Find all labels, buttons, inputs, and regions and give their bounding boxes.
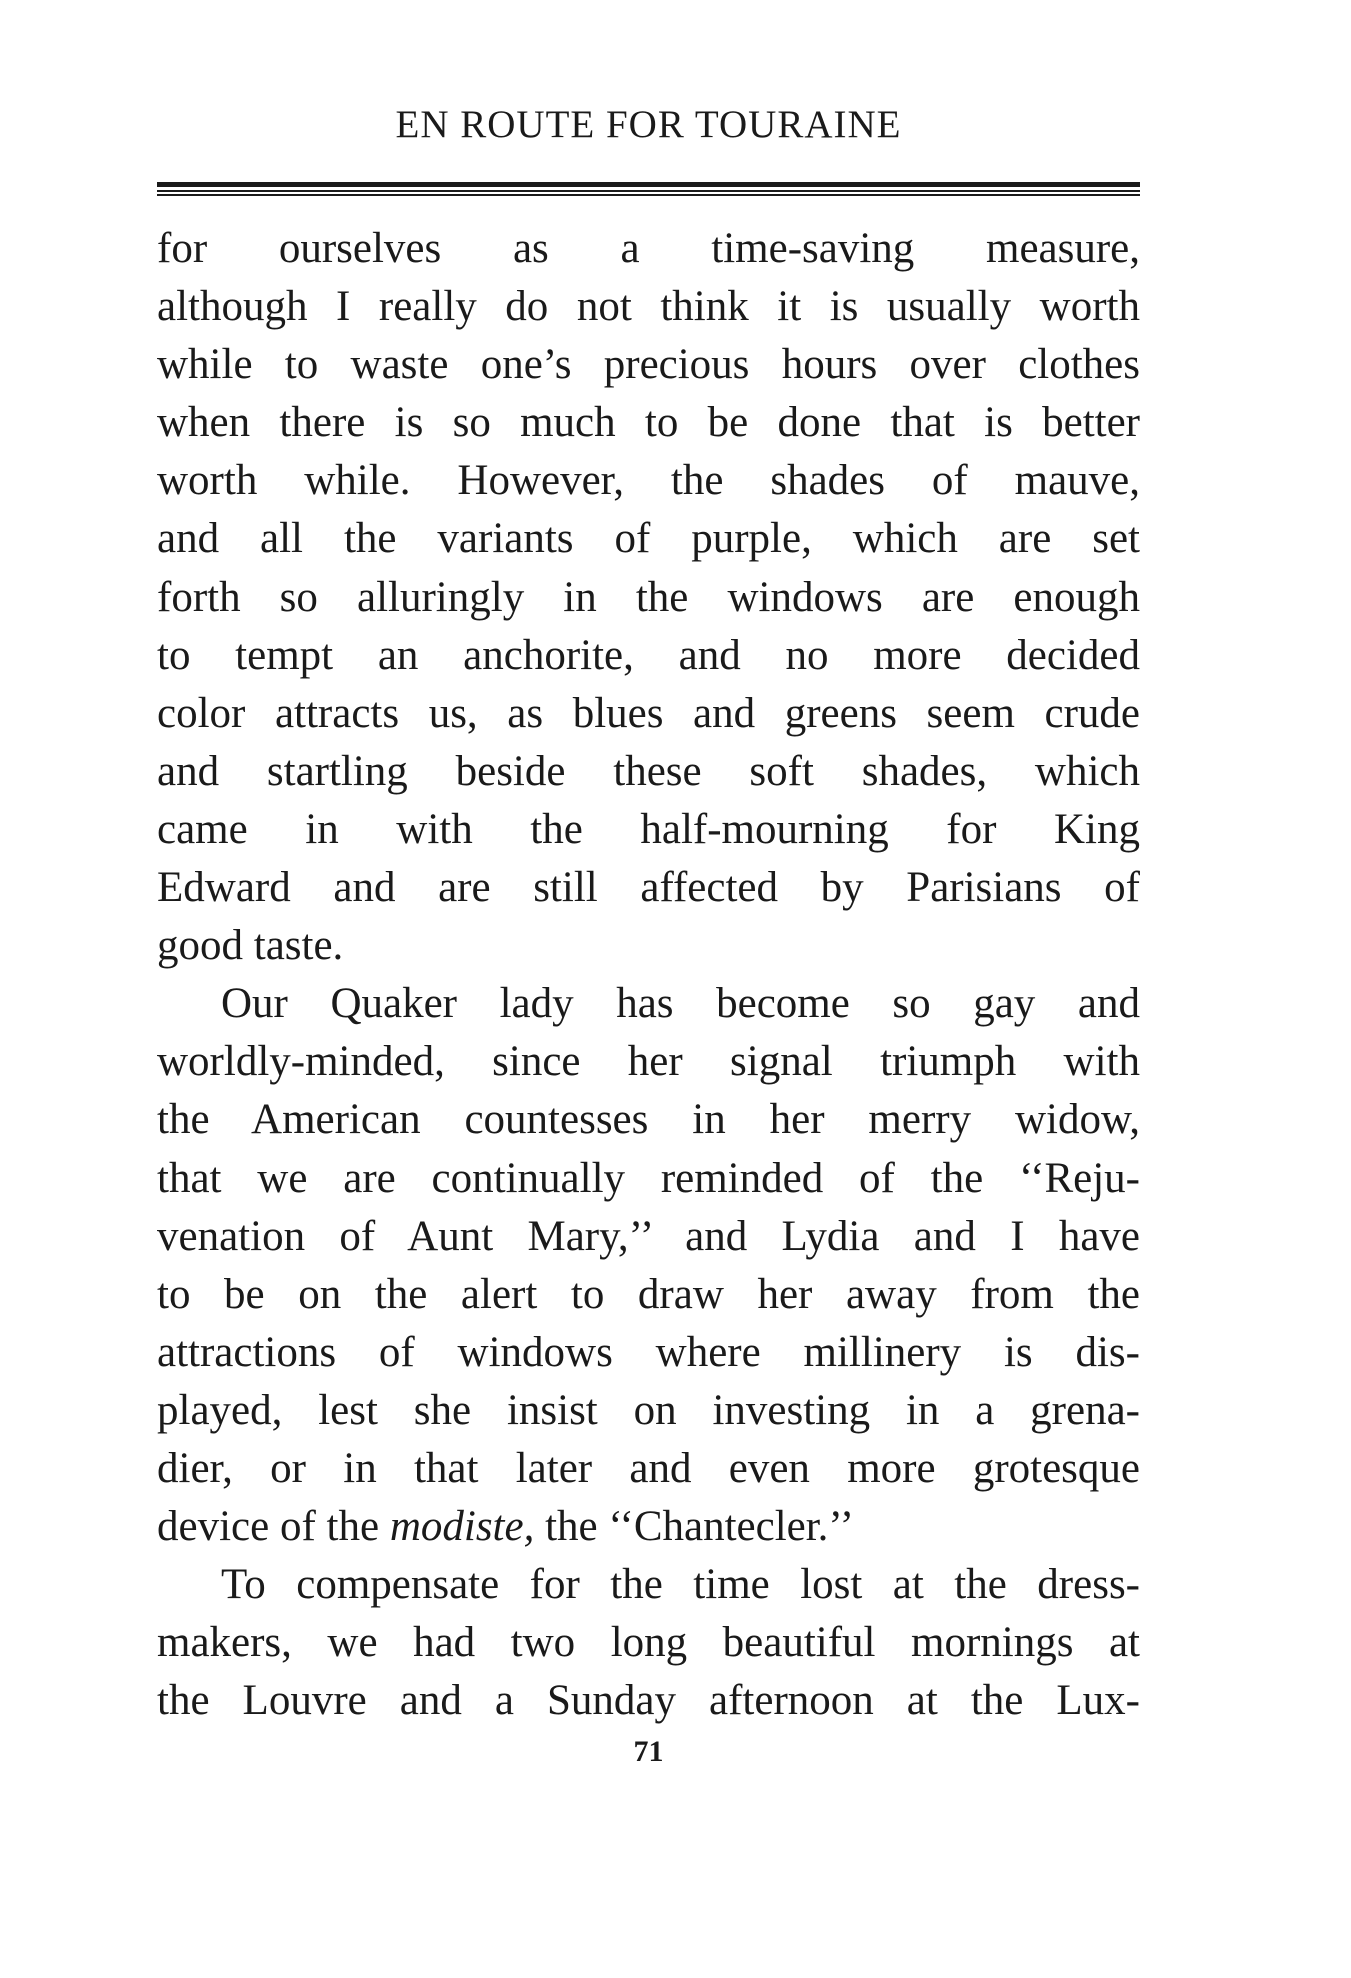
text-line: attractions of windows where millinery is dis- (157, 1328, 1140, 1376)
body-text (157, 220, 1140, 1730)
text-line: the Louvre and a Sunday afternoon at the Lux- (157, 1677, 1140, 1725)
header-rule-thin (157, 190, 1140, 192)
header-rule-thick (157, 182, 1140, 187)
text-line: dier, or in that later and even more grotesque (157, 1444, 1140, 1492)
text-line: when there is so much to be done that is better (157, 399, 1140, 447)
text-line: to tempt an anchorite, and no more decided (157, 631, 1140, 679)
text-line: while to waste one’s precious hours over clothes (157, 341, 1140, 389)
text-line: venation of Aunt Mary,’’ and Lydia and I have (157, 1212, 1140, 1260)
text-line: worth while. However, the shades of mauve, (157, 457, 1140, 505)
header-rule (157, 182, 1140, 196)
text-line: color attracts us, as blues and greens seem crude (157, 689, 1140, 737)
paragraph-start-line: To compensate for the time lost at the dress- (221, 1561, 1140, 1609)
text-line (157, 1498, 1140, 1556)
text-segment: device of the (157, 1503, 390, 1551)
text-line: although I really do not think it is usually worth (157, 283, 1140, 331)
text-line: the American countesses in her merry widow, (157, 1096, 1140, 1144)
running-head: EN ROUTE FOR TOURAINE (395, 103, 902, 146)
text-line: and startling beside these soft shades, which (157, 747, 1140, 795)
text-line: and all the variants of purple, which are set (157, 515, 1140, 563)
text-line: forth so alluringly in the windows are enough (157, 573, 1140, 621)
text-line: for ourselves as a time-saving measure, (157, 225, 1140, 272)
text-line: worldly-minded, since her signal triumph with (157, 1038, 1140, 1086)
text-line: played, lest she insist on investing in a grena- (157, 1386, 1140, 1434)
text-line: Edward and are still affected by Parisians of (157, 864, 1140, 912)
text-line: that we are continually reminded of the ‘‘Reju- (157, 1154, 1140, 1202)
paragraph-start-line: Our Quaker lady has become so gay and (221, 980, 1140, 1028)
text-line: came in with the half-mourning for King (157, 805, 1140, 853)
header-rule-thin (157, 194, 1140, 196)
italic-term: modiste, (389, 1503, 535, 1551)
text-line: to be on the alert to draw her away from the (157, 1270, 1140, 1318)
page-number: 71 (633, 1735, 664, 1768)
text-line: good taste. (157, 922, 344, 970)
text-segment: the ‘‘Chantecler.’’ (534, 1503, 854, 1551)
text-line: makers, we had two long beautiful mornings at (157, 1619, 1140, 1667)
